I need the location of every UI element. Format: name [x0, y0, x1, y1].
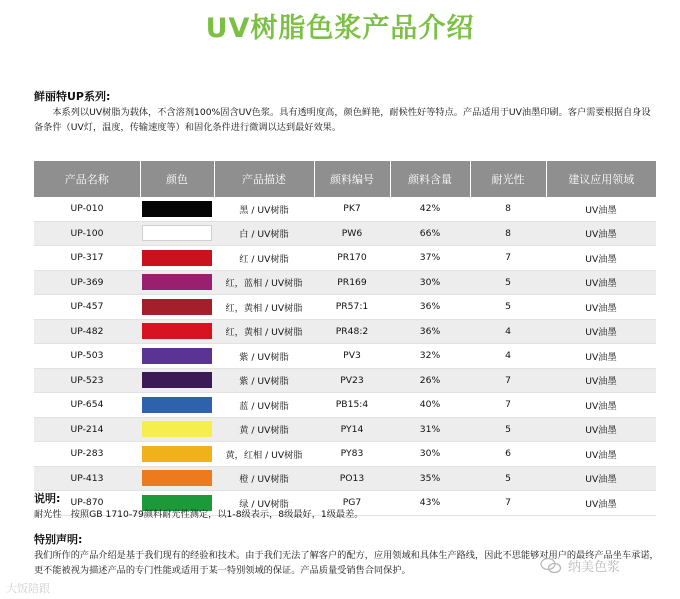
cell-pigment-content: 36%: [390, 295, 470, 320]
color-swatch: [142, 421, 212, 437]
cell-description: 黑 / UV树脂: [214, 197, 314, 221]
cell-pigment-code: PR48:2: [314, 319, 390, 344]
wechat-icon: [540, 557, 562, 575]
cell-application: UV油墨: [546, 246, 656, 271]
cell-pigment-content: 66%: [390, 221, 470, 246]
cell-pigment-code: PG7: [314, 491, 390, 516]
color-swatch: [142, 299, 212, 315]
cell-application: UV油墨: [546, 417, 656, 442]
color-swatch: [142, 470, 212, 486]
note-text: 耐光性 按照GB 1710-79颜料耐光性测定，以1-8级表示，8级最好，1级最差。: [34, 509, 364, 520]
cell-description: 黄，红相 / UV树脂: [214, 442, 314, 467]
cell-description: 红，蓝相 / UV树脂: [214, 270, 314, 295]
table-row: [34, 466, 656, 491]
cell-description: 橙 / UV树脂: [214, 466, 314, 491]
header-description: 产品描述: [214, 161, 314, 197]
header-color: 颜色: [140, 161, 214, 197]
cell-pigment-content: 37%: [390, 246, 470, 271]
cell-color: [140, 442, 214, 467]
cell-application: UV油墨: [546, 270, 656, 295]
cell-application: UV油墨: [546, 344, 656, 369]
watermark-right-text: 纳美色浆: [568, 560, 621, 575]
table-row: [34, 319, 656, 344]
cell-pigment-code: PV23: [314, 368, 390, 393]
cell-application: UV油墨: [546, 319, 656, 344]
cell-application: UV油墨: [546, 393, 656, 418]
cell-lightfastness: 4: [470, 319, 546, 344]
watermark-right: [540, 556, 620, 575]
color-swatch: [142, 397, 212, 413]
cell-lightfastness: 6: [470, 442, 546, 467]
header-pigment-code: 颜料编号: [314, 161, 390, 197]
table-row: [34, 442, 656, 467]
cell-color: [140, 393, 214, 418]
cell-description: 绿 / UV树脂: [214, 491, 314, 516]
cell-pigment-content: 30%: [390, 270, 470, 295]
cell-product-name: UP-317: [34, 246, 140, 271]
watermark-left-text: 大饭陪跟: [6, 582, 50, 595]
cell-pigment-code: PR169: [314, 270, 390, 295]
cell-product-name: UP-413: [34, 466, 140, 491]
cell-pigment-code: PY14: [314, 417, 390, 442]
cell-lightfastness: 5: [470, 295, 546, 320]
table-row: [34, 221, 656, 246]
cell-lightfastness: 8: [470, 197, 546, 221]
header-pigment-content: 颜料含量: [390, 161, 470, 197]
cell-product-name: UP-870: [34, 491, 140, 516]
cell-lightfastness: 5: [470, 270, 546, 295]
cell-description: 白 / UV树脂: [214, 221, 314, 246]
color-swatch: [142, 323, 212, 339]
table-row: [34, 270, 656, 295]
cell-pigment-content: 30%: [390, 442, 470, 467]
header-application: 建议应用领域: [546, 161, 656, 197]
cell-color: [140, 319, 214, 344]
color-swatch: [142, 225, 212, 241]
cell-lightfastness: 7: [470, 246, 546, 271]
header-product-name: 产品名称: [34, 161, 140, 197]
page-title: UV树脂色浆产品介绍: [205, 13, 475, 44]
watermark-left: [6, 580, 50, 596]
cell-pigment-code: PB15:4: [314, 393, 390, 418]
cell-lightfastness: 7: [470, 491, 546, 516]
cell-pigment-content: 31%: [390, 417, 470, 442]
cell-application: UV油墨: [546, 221, 656, 246]
cell-pigment-content: 40%: [390, 393, 470, 418]
cell-pigment-code: PW6: [314, 221, 390, 246]
cell-application: UV油墨: [546, 295, 656, 320]
table-row: [34, 197, 656, 221]
cell-product-name: UP-100: [34, 221, 140, 246]
color-swatch: [142, 348, 212, 364]
declaration-text: 我们所作的产品介绍是基于我们现有的经验和技术。由于我们无法了解客户的配方，应用领域和具体生产路线，因此不思能够对用户的最终产品坐车承诺，更不能被视为描述产品的专门性能或适用于某一特别领域的保证。产品质量受销售合同保护。: [34, 550, 659, 576]
cell-application: UV油墨: [546, 442, 656, 467]
cell-lightfastness: 8: [470, 221, 546, 246]
note-title: 说明:: [34, 492, 61, 505]
cell-application: UV油墨: [546, 197, 656, 221]
cell-pigment-content: 32%: [390, 344, 470, 369]
color-swatch: [142, 250, 212, 266]
cell-product-name: UP-654: [34, 393, 140, 418]
cell-color: [140, 221, 214, 246]
cell-product-name: UP-369: [34, 270, 140, 295]
cell-color: [140, 197, 214, 221]
color-swatch: [142, 372, 212, 388]
cell-lightfastness: 5: [470, 417, 546, 442]
intro-paragraph: 本系列以UV树脂为载体，不含溶剂100%固含UV色浆。具有透明度高，颜色鲜艳，耐候性好等特点。产品适用于UV油墨印刷。客户需要根据自身设备条件（UV灯，温度，传输速度等）和固化条件进行微调以达到最好效果。: [34, 107, 651, 133]
cell-description: 红，黄相 / UV树脂: [214, 295, 314, 320]
cell-color: [140, 368, 214, 393]
cell-description: 红 / UV树脂: [214, 246, 314, 271]
cell-description: 紫 / UV树脂: [214, 368, 314, 393]
cell-pigment-content: 42%: [390, 197, 470, 221]
cell-color: [140, 344, 214, 369]
cell-description: 黄 / UV树脂: [214, 417, 314, 442]
cell-product-name: UP-482: [34, 319, 140, 344]
table-row: [34, 246, 656, 271]
table-row: [34, 393, 656, 418]
cell-product-name: UP-457: [34, 295, 140, 320]
cell-pigment-code: PK7: [314, 197, 390, 221]
cell-product-name: UP-503: [34, 344, 140, 369]
cell-lightfastness: 7: [470, 393, 546, 418]
cell-lightfastness: 4: [470, 344, 546, 369]
cell-application: UV油墨: [546, 491, 656, 516]
cell-description: 红，黄相 / UV树脂: [214, 319, 314, 344]
declaration-title: 特别声明:: [34, 533, 83, 546]
table-row: [34, 417, 656, 442]
cell-pigment-code: PR57:1: [314, 295, 390, 320]
cell-color: [140, 466, 214, 491]
cell-pigment-content: 43%: [390, 491, 470, 516]
cell-pigment-code: PV3: [314, 344, 390, 369]
cell-application: UV油墨: [546, 368, 656, 393]
cell-product-name: UP-010: [34, 197, 140, 221]
cell-lightfastness: 7: [470, 368, 546, 393]
cell-application: UV油墨: [546, 466, 656, 491]
series-title: 鲜丽特UP系列:: [34, 90, 111, 103]
table-row: [34, 344, 656, 369]
color-swatch: [142, 446, 212, 462]
header-lightfastness: 耐光性: [470, 161, 546, 197]
cell-description: 蓝 / UV树脂: [214, 393, 314, 418]
cell-product-name: UP-214: [34, 417, 140, 442]
cell-product-name: UP-283: [34, 442, 140, 467]
table-header-row: [34, 161, 656, 197]
cell-color: [140, 246, 214, 271]
cell-lightfastness: 5: [470, 466, 546, 491]
table-row: [34, 295, 656, 320]
color-swatch: [142, 274, 212, 290]
cell-product-name: UP-523: [34, 368, 140, 393]
cell-pigment-code: PO13: [314, 466, 390, 491]
product-table: [34, 161, 656, 516]
cell-color: [140, 295, 214, 320]
cell-pigment-content: 26%: [390, 368, 470, 393]
cell-color: [140, 270, 214, 295]
cell-color: [140, 417, 214, 442]
color-swatch: [142, 201, 212, 217]
cell-pigment-code: PY83: [314, 442, 390, 467]
table-row: [34, 368, 656, 393]
cell-pigment-content: 35%: [390, 466, 470, 491]
cell-pigment-content: 36%: [390, 319, 470, 344]
cell-pigment-code: PR170: [314, 246, 390, 271]
cell-description: 紫 / UV树脂: [214, 344, 314, 369]
